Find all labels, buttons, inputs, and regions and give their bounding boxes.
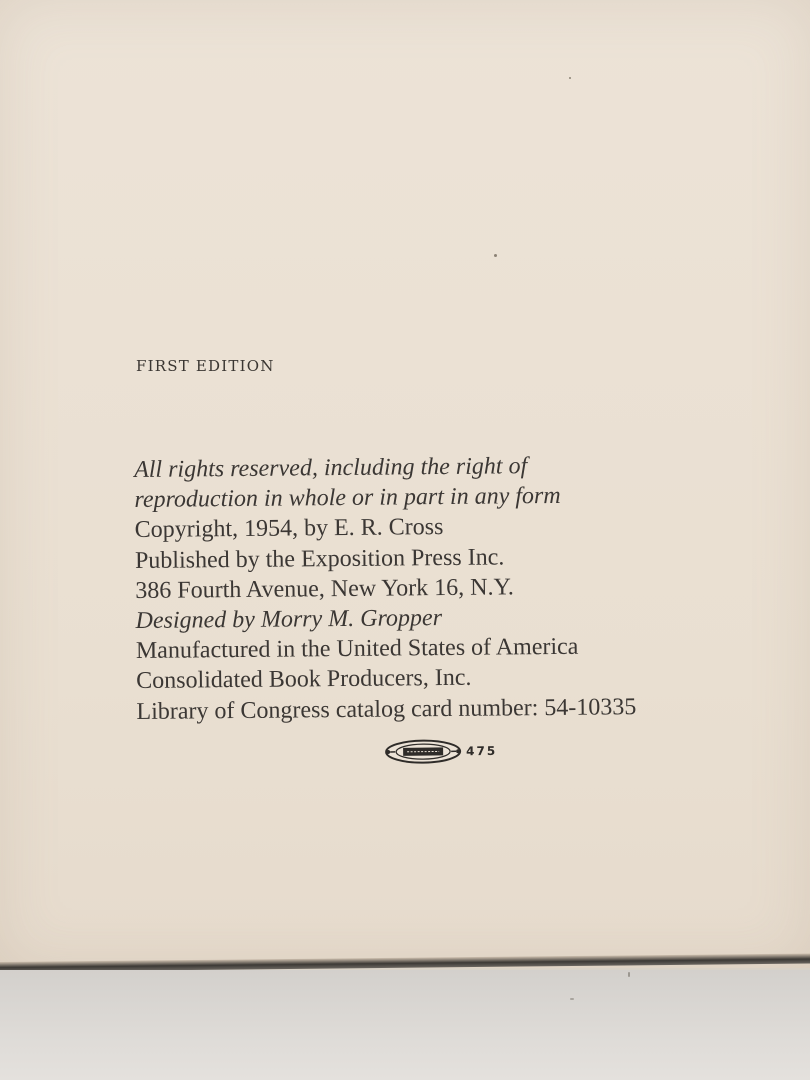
union-label-icon	[384, 738, 462, 765]
edition-label: FIRST EDITION	[136, 357, 275, 375]
paper-speck	[569, 77, 571, 79]
publisher-line: Published by the Exposition Press Inc.	[134, 544, 505, 574]
copyright-block	[134, 449, 777, 727]
surface-mark	[628, 972, 630, 977]
rights-line-2: reproduction in whole or in part in any form	[134, 483, 561, 514]
rights-line-1: All rights reserved, including the right of	[134, 453, 528, 483]
union-label-number: 475	[466, 743, 498, 759]
table-surface	[0, 970, 810, 1080]
designer-line: Designed by Morry M. Gropper	[135, 605, 443, 635]
copyright-line: Copyright, 1954, by E. R. Cross	[134, 514, 444, 544]
catalog-number-line: Library of Congress catalog card number: 54-10335	[136, 693, 637, 725]
manufactured-line: Manufactured in the United States of America	[135, 633, 579, 665]
surface-mark	[570, 998, 574, 1000]
address-line: 386 Fourth Avenue, New York 16, N.Y.	[135, 574, 514, 604]
paper-speck	[494, 254, 497, 257]
producer-line: Consolidated Book Producers, Inc.	[136, 665, 472, 695]
union-label-imprint	[384, 738, 497, 765]
